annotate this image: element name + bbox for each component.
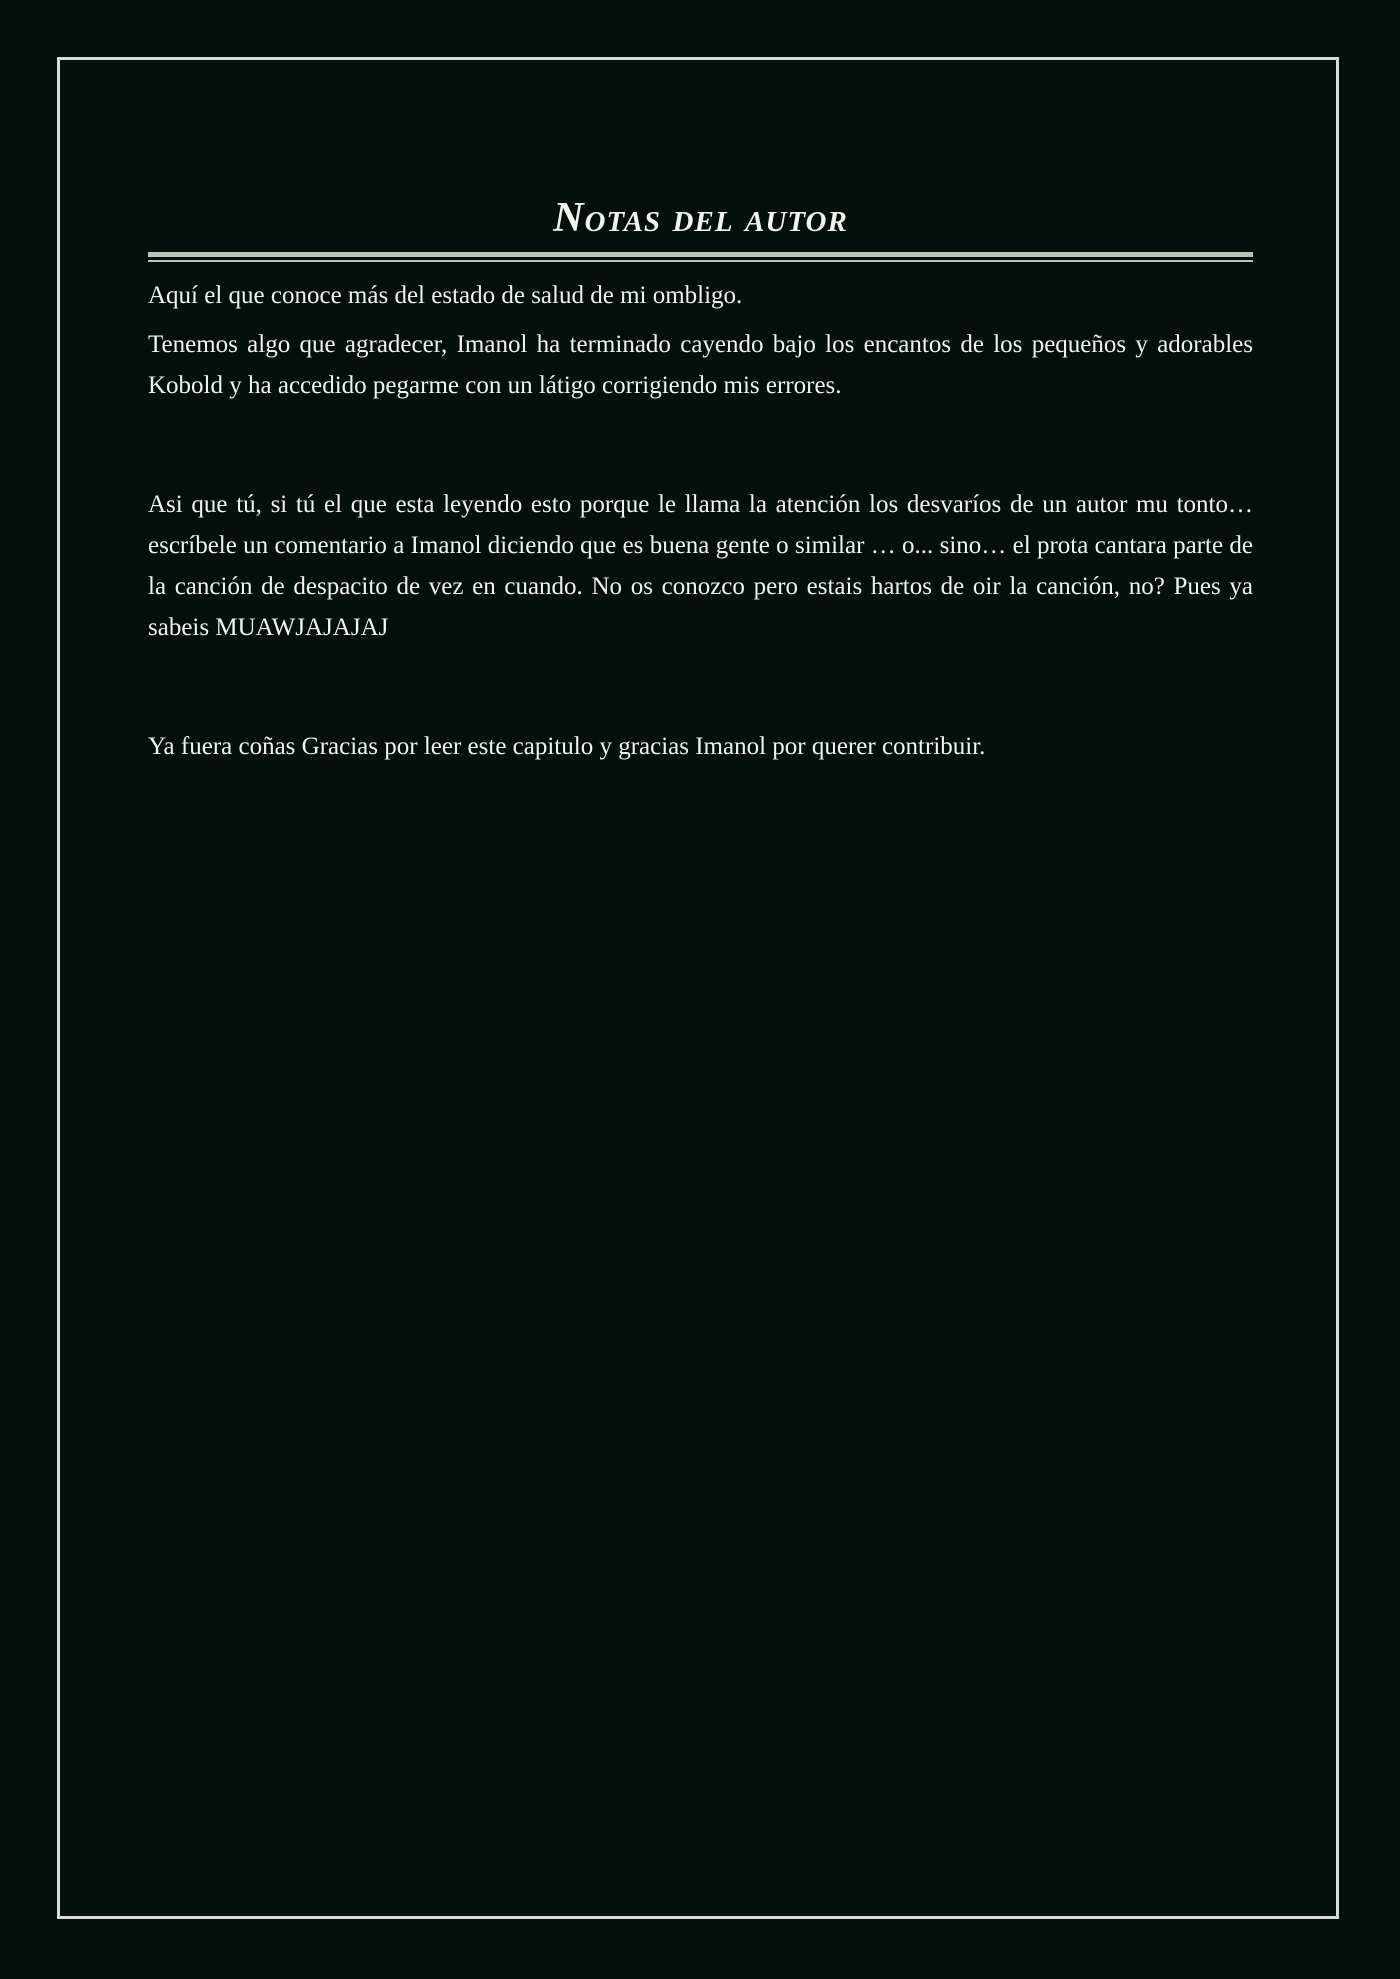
page-content bbox=[148, 188, 1253, 767]
title-divider bbox=[148, 252, 1253, 257]
paragraph-2: Tenemos algo que agradecer, Imanol ha terminado cayendo bajo los encantos de los pequeños y adorables Kobold y ha accedido pegarme con un látigo corrigiendo mis errores. bbox=[148, 331, 1253, 399]
paragraph-1: Aquí el que conoce más del estado de salud de mi ombligo. bbox=[148, 282, 743, 309]
paragraph-4: Ya fuera coñas Gracias por leer este capitulo y gracias Imanol por querer contribuir. bbox=[148, 733, 986, 760]
paragraph-3: Asi que tú, si tú el que esta leyendo esto porque le llama la atención los desvaríos de un autor mu tonto… escríbele un comentario a Imanol diciendo que es buena gente o similar … o... sino… el prota cantara parte de la canción de despacito de vez en cuando. No os conozco pero estais hartos de oir la canción, no? Pues ya sabeis MUAWJAJAJAJ bbox=[148, 491, 1253, 641]
page-title: Notas del autor bbox=[553, 195, 848, 241]
